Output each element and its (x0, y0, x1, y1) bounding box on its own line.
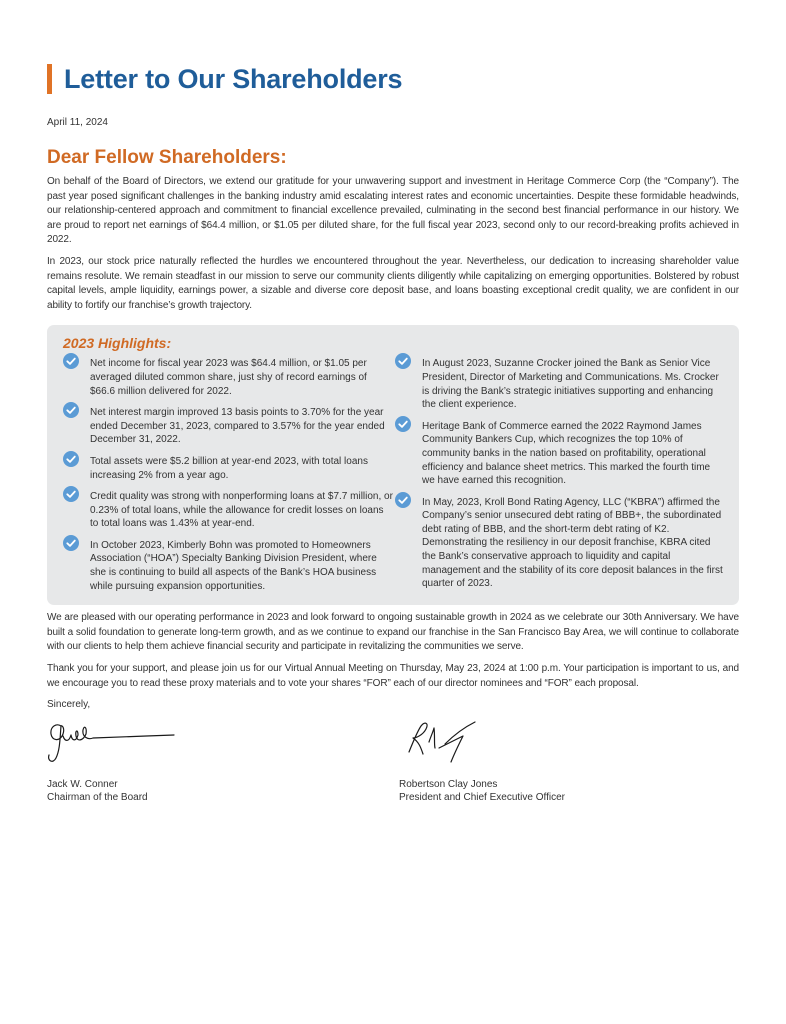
intro-paragraph-2: In 2023, our stock price naturally reflected the hurdles we encountered throughout the year. Nevertheless, our dedication to increasing shareholder value remains resolute. We remain steadfast in our mission to serve our community clients diligently while capitalizing on emerging opportunities. Bolstered by robust capital levels, ample liquidity, earnings power, a sizable and diverse core deposit base, and loans boasting exceptional credit quality, we are confident in our ability to fortify our franchise’s growth trajectory. (47, 255, 739, 311)
signatory-title: President and Chief Executive Officer (399, 792, 566, 804)
highlights-right-column (395, 357, 725, 593)
signatory-name: Jack W. Conner (47, 779, 118, 791)
signature-block-jones (399, 714, 565, 804)
highlight-item (63, 455, 393, 482)
highlight-item (63, 357, 393, 398)
letter-page (47, 62, 739, 804)
sincerely-text: Sincerely, (47, 699, 91, 711)
highlight-text: Net income for fiscal year 2023 was $64.4 million, or $1.05 per averaged diluted common share, just shy of record earnings of $66.6 million delivered for 2022. (90, 358, 367, 397)
highlight-item (63, 406, 393, 447)
highlight-item (63, 539, 393, 593)
highlights-columns (63, 357, 725, 593)
signature-conner-image (47, 714, 187, 768)
highlight-text: Net interest margin improved 13 basis points to 3.70% for the year ended December 31, 2023, compared to 3.57% for the year ended December 31, 2022. (90, 407, 385, 446)
highlight-item (63, 490, 393, 531)
highlight-text: Heritage Bank of Commerce earned the 2022 Raymond James Community Bankers Cup, which recognizes the top 10% of community banks in the nation based on profitability, operational efficiency and balance sheet metrics. This marked the fourth time we have earned this recognition. (422, 420, 711, 487)
highlight-text: Total assets were $5.2 billion at year-end 2023, with total loans increasing 2% from a year ago. (90, 455, 368, 481)
letter-date: April 11, 2024 (47, 117, 108, 128)
checkmark-icon (63, 353, 79, 369)
highlights-box (47, 325, 739, 605)
title-accent-bar (47, 64, 52, 94)
signatory-name: Robertson Clay Jones (399, 779, 498, 791)
intro-paragraph-1: On behalf of the Board of Directors, we extend our gratitude for your unwavering support and investment in Heritage Commerce Corp (the “Company”). The past year posed significant challenges in the banking industry amid escalating interest rates and economic uncertainties. Despite these formidable headwinds, our relationship-centered approach and commitment to financial excellence prevailed, culminating in the second best financial performance in our history. We are proud to report net earnings of $64.4 million, or $1.05 per diluted share, for the full fiscal year 2023, second only to our record-breaking profits achieved in 2022. (47, 176, 739, 246)
highlight-text: In October 2023, Kimberly Bohn was promoted to Homeowners Association (“HOA”) Specialty Banking Division President, where she is continuing to build all aspects of the Bank’s HOA business while pursuing expansion opportunities. (90, 539, 377, 592)
salutation: Dear Fellow Shareholders: (47, 147, 287, 168)
closing-paragraph-1: We are pleased with our operating performance in 2023 and look forward to ongoing sustainable growth in 2024 as we celebrate our 30th Anniversary. We have built a solid foundation to generate long-term growth, and as we continue to expand our franchise in the San Francisco Bay Area, we will continue to collaborate with our clients to help them achieve financial security and participate in revitalizing the communities we serve. (47, 612, 739, 653)
highlight-item (395, 420, 725, 488)
signatory-title: Chairman of the Board (47, 792, 148, 804)
highlight-text: In August 2023, Suzanne Crocker joined the Bank as Senior Vice President, Director of Marketing and Communications. Ms. Crocker is driving the Bank’s strategic initiatives supporting and enhancing the client experience. (422, 358, 719, 411)
closing-paragraph-2: Thank you for your support, and please join us for our Virtual Annual Meeting on Thursday, May 23, 2024 at 1:00 p.m. Your participation is important to us, and we encourage you to read these proxy materials and to vote your shares “FOR” each of our director nominees and “FOR” each proposal. (47, 663, 739, 689)
title-row (47, 62, 739, 96)
checkmark-icon (63, 486, 79, 502)
checkmark-icon (395, 353, 411, 369)
checkmark-icon (395, 492, 411, 508)
checkmark-icon (63, 402, 79, 418)
highlights-title: 2023 Highlights: (63, 335, 172, 352)
signature-block-conner (47, 714, 187, 804)
checkmark-icon (395, 416, 411, 432)
checkmark-icon (63, 451, 79, 467)
highlight-text: Credit quality was strong with nonperforming loans at $7.7 million, or 0.23% of total loans, while the allowance for credit losses on loans to total loans was 1.43% at year-end. (90, 491, 393, 530)
checkmark-icon (63, 535, 79, 551)
page-title: Letter to Our Shareholders (64, 63, 403, 94)
highlight-item (395, 357, 725, 411)
highlights-left-column (63, 357, 393, 593)
highlight-item (395, 496, 725, 591)
signature-jones-image (399, 714, 509, 768)
signature-section (47, 714, 739, 804)
highlight-text: In May, 2023, Kroll Bond Rating Agency, LLC (“KBRA”) affirmed the Company’s senior unsecured debt rating of BBB+, the subordinated debt rating of BBB, and the short-term debt rating of K2. Demonstrating the resiliency in our deposit franchise, KBRA cited the Bank’s conservative approach to liquidity and capital management and the stability of its core deposit balances in the first quarter of 2023. (422, 496, 723, 590)
